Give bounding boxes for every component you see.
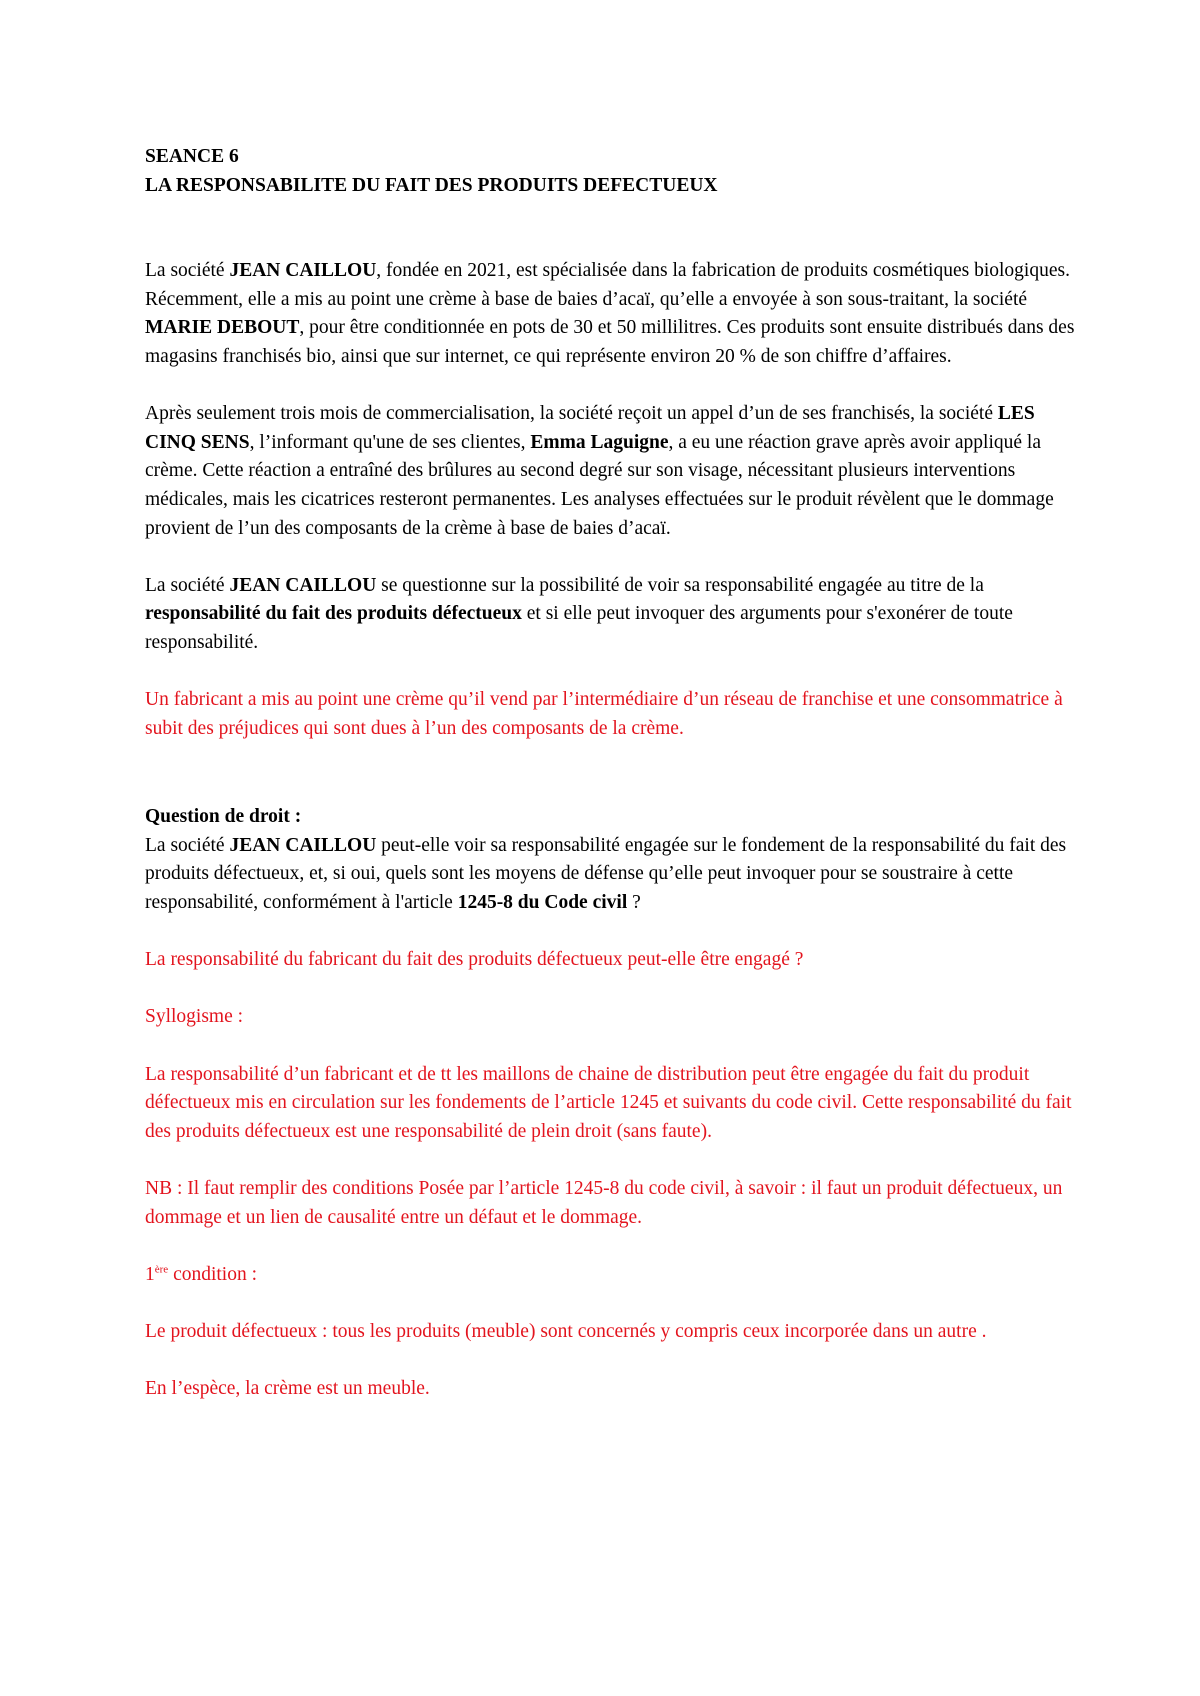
title-seance: SEANCE 6: [145, 146, 239, 167]
note-espece: En l’espèce, la crème est un meuble.: [145, 1378, 430, 1400]
note-nb: NB : Il faut remplir des conditions Posée par l’article 1245-8 du code civil, à savoir : il faut un produit défectueux, un dommage et un lien de causalité entre un défaut et le dommage.: [145, 1178, 1063, 1228]
note-syllogisme: Syllogisme :: [145, 1006, 244, 1028]
note-product: Le produit défectueux : tous les produits (meuble) sont concernés y compris ceux incorporée dans un autre .: [145, 1320, 987, 1342]
note-condition-heading: 1ère condition :: [145, 1263, 258, 1285]
question-text: La société JEAN CAILLOU peut-elle voir sa responsabilité engagée sur le fondement de la responsabilité du fait des produits défectueux, et, si oui, quels sont les moyens de défense qu’elle peut invoquer pour se soustraire à cette responsabilité, conformément à l'article 1245-8 du Code civil ?: [145, 834, 1067, 914]
note-rule: La responsabilité d’un fabricant et de tt les maillons de chaine de distribution peut être engagée du fait du produit défectueux mis en circulation sur les fondements de l’article 1245 et suivants du code civil. Cette responsabilité du fait des produits défectueux est une responsabilité de plein droit (sans faute).: [145, 1063, 1072, 1142]
note-summary: Un fabricant a mis au point une crème qu’il vend par l’intermédiaire d’un réseau de franchise et une consommatrice à subit des préjudices qui sont dues à l’un des composants de la crème.: [145, 689, 1063, 739]
question-heading: Question de droit :: [145, 806, 302, 828]
document-body: [145, 143, 1075, 1404]
paragraph-facts-3: La société JEAN CAILLOU se questionne sur la possibilité de voir sa responsabilité engagée au titre de la responsabilité du fait des produits défectueux et si elle peut invoquer des arguments pour s'exonérer de toute responsabilité.: [145, 574, 1013, 653]
paragraph-facts-2: Après seulement trois mois de commercialisation, la société reçoit un appel d’un de ses franchisés, la société LES CINQ SENS, l’informant qu'une de ses clientes, Emma Laguigne, a eu une réaction grave après avoir appliqué la crème. Cette réaction a entraîné des brûlures au second degré sur son visage, nécessitant plusieurs interventions médicales, mais les cicatrices resteront permanentes. Les analyses effectuées sur le produit révèlent que le dommage provient de l’un des composants de la crème à base de baies d’acaï.: [145, 403, 1054, 539]
note-problem: La responsabilité du fabricant du fait des produits défectueux peut-elle être engagé ?: [145, 949, 804, 971]
paragraph-facts-1: La société JEAN CAILLOU, fondée en 2021, est spécialisée dans la fabrication de produits cosmétiques biologiques. Récemment, elle a mis au point une crème à base de baies d’acaï, qu’elle a envoyée à son sous-traitant, la société MARIE DEBOUT, pour être conditionnée en pots de 30 et 50 millilitres. Ces produits sont ensuite distribués dans des magasins franchisés bio, ainsi que sur internet, ce qui représente environ 20 % de son chiffre d’affaires.: [145, 260, 1075, 367]
title-main: LA RESPONSABILITE DU FAIT DES PRODUITS DEFECTUEUX: [145, 174, 718, 196]
